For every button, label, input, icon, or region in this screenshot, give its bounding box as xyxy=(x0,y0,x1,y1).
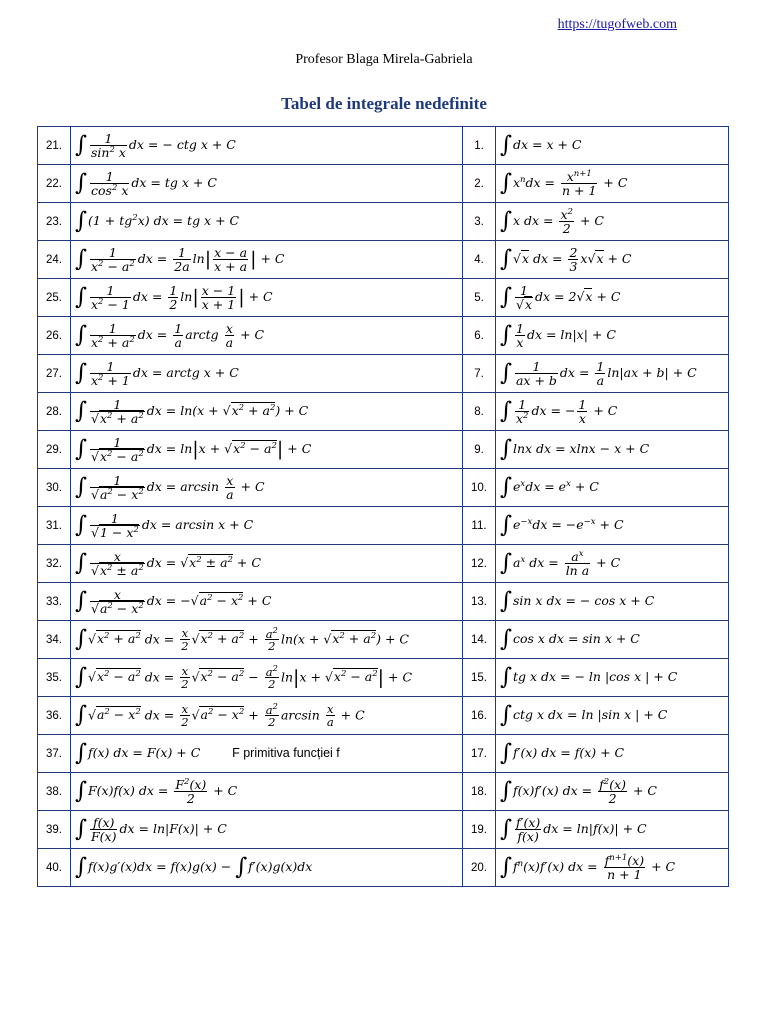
formula-cell: ∫ $\frac{1}{√x}$ dx = 2√x + C xyxy=(496,279,729,317)
row-number: 9. xyxy=(463,431,496,469)
row-number: 6. xyxy=(463,317,496,355)
row-number: 31. xyxy=(38,507,71,545)
formula-cell: ∫ $\frac{1}{x^2 - 1}$ dx = $\frac{1}{2}$ ln| $\frac{x - 1}{x + 1}$ | + C xyxy=(71,279,463,317)
table-row xyxy=(38,507,729,545)
formula-cell: ∫x dx = $\frac{x^2}{2}$ + C xyxy=(496,203,729,241)
row-number: 28. xyxy=(38,393,71,431)
row-number: 23. xyxy=(38,203,71,241)
row-number: 8. xyxy=(463,393,496,431)
table-row xyxy=(38,203,729,241)
table-row xyxy=(38,583,729,621)
formula-cell: $\int√x^2 - a^2$ dx = $\frac{x}{2}$ $√x^2 - a^2$ − $\frac{a^2}{2}$ $\ln|x + √x^2 - a^2| + C$ xyxy=(71,659,463,697)
formula-cell: ∫dx = x + C xyxy=(496,127,729,165)
table-row xyxy=(38,431,729,469)
row-number: 18. xyxy=(463,773,496,811)
author-name: Profesor Blaga Mirela-Gabriela xyxy=(295,52,473,67)
formula-cell: $\int f^n(x)f'(x)$ dx = $\frac{f^{n+1}(x)}{n + 1}$ + C xyxy=(496,849,729,887)
row-number: 22. xyxy=(38,165,71,203)
formula-cell: ∫ $\frac{f'(x)}{f(x)}$ dx = ln|f(x)| + C xyxy=(496,811,729,849)
table-row xyxy=(38,393,729,431)
row-number: 10. xyxy=(463,469,496,507)
formula-cell: ∫tg x dx = − ln |cos x | + C xyxy=(496,659,729,697)
row-number: 36. xyxy=(38,697,71,735)
formula-cell: ∫ $\frac{1}{√x^2 - a^2}$ dx = $\ln|x + √x^2 - a^2| + C$ xyxy=(71,431,463,469)
table-row xyxy=(38,469,729,507)
row-number: 40. xyxy=(38,849,71,887)
page-title: Tabel de integrale nedefinite xyxy=(281,94,487,113)
formula-cell: ∫ $\frac{1}{√a^2 - x^2}$ dx = arcsin $\frac{x}{a}$ + C xyxy=(71,469,463,507)
formula-cell: ∫ $\frac{x}{√a^2 - x^2}$ dx = $-√a^2 - x^2 + C$ xyxy=(71,583,463,621)
table-row xyxy=(38,697,729,735)
table-row xyxy=(38,279,729,317)
row-number: 7. xyxy=(463,355,496,393)
row-number: 14. xyxy=(463,621,496,659)
row-number: 32. xyxy=(38,545,71,583)
formula-cell: ∫ $\frac{1}{x^2}$ dx = − $\frac{1}{x}$ + C xyxy=(496,393,729,431)
table-row xyxy=(38,849,729,887)
formula-cell: ∫ $\frac{1}{x^2 + 1}$ dx = arctg x + C xyxy=(71,355,463,393)
row-number: 5. xyxy=(463,279,496,317)
table-row xyxy=(38,773,729,811)
formula-cell: $\int e^{-x}dx = -e^{-x} + C$ xyxy=(496,507,729,545)
formula-cell: ∫ $\frac{1}{\sin^2 x}$ dx = − ctg x + C xyxy=(71,127,463,165)
formula-cell: ∫ $\frac{1}{√1 - x^2}$ dx = arcsin x + C xyxy=(71,507,463,545)
row-number: 29. xyxy=(38,431,71,469)
formula-cell: ∫ $\frac{1}{√x^2 + a^2}$ dx = $\ln(x + √x^2 + a^2) + C$ xyxy=(71,393,463,431)
row-number: 4. xyxy=(463,241,496,279)
table-row xyxy=(38,241,729,279)
row-number: 21. xyxy=(38,127,71,165)
table-row xyxy=(38,735,729,773)
formula-cell: ∫ $\frac{1}{x^2 - a^2}$ dx = $\frac{1}{2a}$ ln| $\frac{x - a}{x + a}$ | + C xyxy=(71,241,463,279)
integrals-table xyxy=(37,126,729,887)
formula-cell: ∫ctg x dx = ln |sin x | + C xyxy=(496,697,729,735)
formula-cell: ∫ $\frac{x}{√x^2 \pm a^2}$ dx = $√x^2 \pm a^2 + C$ xyxy=(71,545,463,583)
formula-cell: ∫sin x dx = − cos x + C xyxy=(496,583,729,621)
formula-cell: ∫ $\frac{1}{\cos^2 x}$ dx = tg x + C xyxy=(71,165,463,203)
row-number: 25. xyxy=(38,279,71,317)
row-number: 38. xyxy=(38,773,71,811)
row-number: 30. xyxy=(38,469,71,507)
table-row xyxy=(38,811,729,849)
formula-cell: ∫√x dx = $\frac{2}{3}$ x√x + C xyxy=(496,241,729,279)
row-number: 20. xyxy=(463,849,496,887)
formula-cell: ∫f′(x) dx = f(x) + C xyxy=(496,735,729,773)
table-row xyxy=(38,621,729,659)
row-number: 11. xyxy=(463,507,496,545)
row-number: 37. xyxy=(38,735,71,773)
table-row xyxy=(38,127,729,165)
formula-cell: ∫f(x)f′(x) dx = $\frac{f^2(x)}{2}$ + C xyxy=(496,773,729,811)
table-row xyxy=(38,317,729,355)
row-number: 19. xyxy=(463,811,496,849)
row-number: 13. xyxy=(463,583,496,621)
formula-cell: ∫f(x) dx = F(x) + C F primitiva funcției f xyxy=(71,735,463,773)
row-number: 16. xyxy=(463,697,496,735)
formula-cell: $\int a^x$ dx = $\frac{a^x}{\text{ln a}}$ + C xyxy=(496,545,729,583)
formula-cell: ∫ $\frac{1}{x^2 + a^2}$ dx = $\frac{1}{a}$ arctg $\frac{x}{a}$ + C xyxy=(71,317,463,355)
row-number: 26. xyxy=(38,317,71,355)
table-row xyxy=(38,659,729,697)
row-number: 15. xyxy=(463,659,496,697)
table-row xyxy=(38,165,729,203)
formula-cell: ∫lnx dx = xlnx − x + C xyxy=(496,431,729,469)
row-number: 39. xyxy=(38,811,71,849)
row-number: 34. xyxy=(38,621,71,659)
primitive-note: F primitiva funcției f xyxy=(232,746,340,760)
formula-cell: $\int e^xdx = e^x + C$ xyxy=(496,469,729,507)
row-number: 35. xyxy=(38,659,71,697)
formula-cell: ∫ $\frac{1}{x}$ dx = ln|x| + C xyxy=(496,317,729,355)
formula-cell: $\int(1 + tg^2x)$ dx = tg x + C xyxy=(71,203,463,241)
source-link[interactable]: https://tugofweb.com xyxy=(557,17,677,32)
row-number: 27. xyxy=(38,355,71,393)
formula-cell: ∫f(x)g′(x)dx = f(x)g(x) − ∫f′(x)g(x)dx xyxy=(71,849,463,887)
formula-cell: $\int√x^2 + a^2$ dx = $\frac{x}{2}$ $√x^2 + a^2$ + $\frac{a^2}{2}$ $\ln(x + √x^2 + a^2) + C$ xyxy=(71,621,463,659)
row-number: 33. xyxy=(38,583,71,621)
table-row xyxy=(38,545,729,583)
row-number: 24. xyxy=(38,241,71,279)
row-number: 12. xyxy=(463,545,496,583)
formula-cell: $\int√a^2 - x^2$ dx = $\frac{x}{2}$ $√a^2 - x^2$ + $\frac{a^2}{2}$ arcsin $\frac{x}{a}$ + C xyxy=(71,697,463,735)
table-row xyxy=(38,355,729,393)
formula-cell: $\int x^ndx$ = $\frac{x^{n+1}}{n + 1}$ + C xyxy=(496,165,729,203)
formula-cell: ∫ $\frac{1}{ax + b}$ dx = $\frac{1}{a}$ ln|ax + b| + C xyxy=(496,355,729,393)
row-number: 2. xyxy=(463,165,496,203)
row-number: 17. xyxy=(463,735,496,773)
formula-cell: ∫cos x dx = sin x + C xyxy=(496,621,729,659)
row-number: 3. xyxy=(463,203,496,241)
formula-cell: ∫ $\frac{f(x)}{F(x)}$ dx = ln|F(x)| + C xyxy=(71,811,463,849)
row-number: 1. xyxy=(463,127,496,165)
formula-cell: ∫F(x)f(x) dx = $\frac{F^2(x)}{2}$ + C xyxy=(71,773,463,811)
